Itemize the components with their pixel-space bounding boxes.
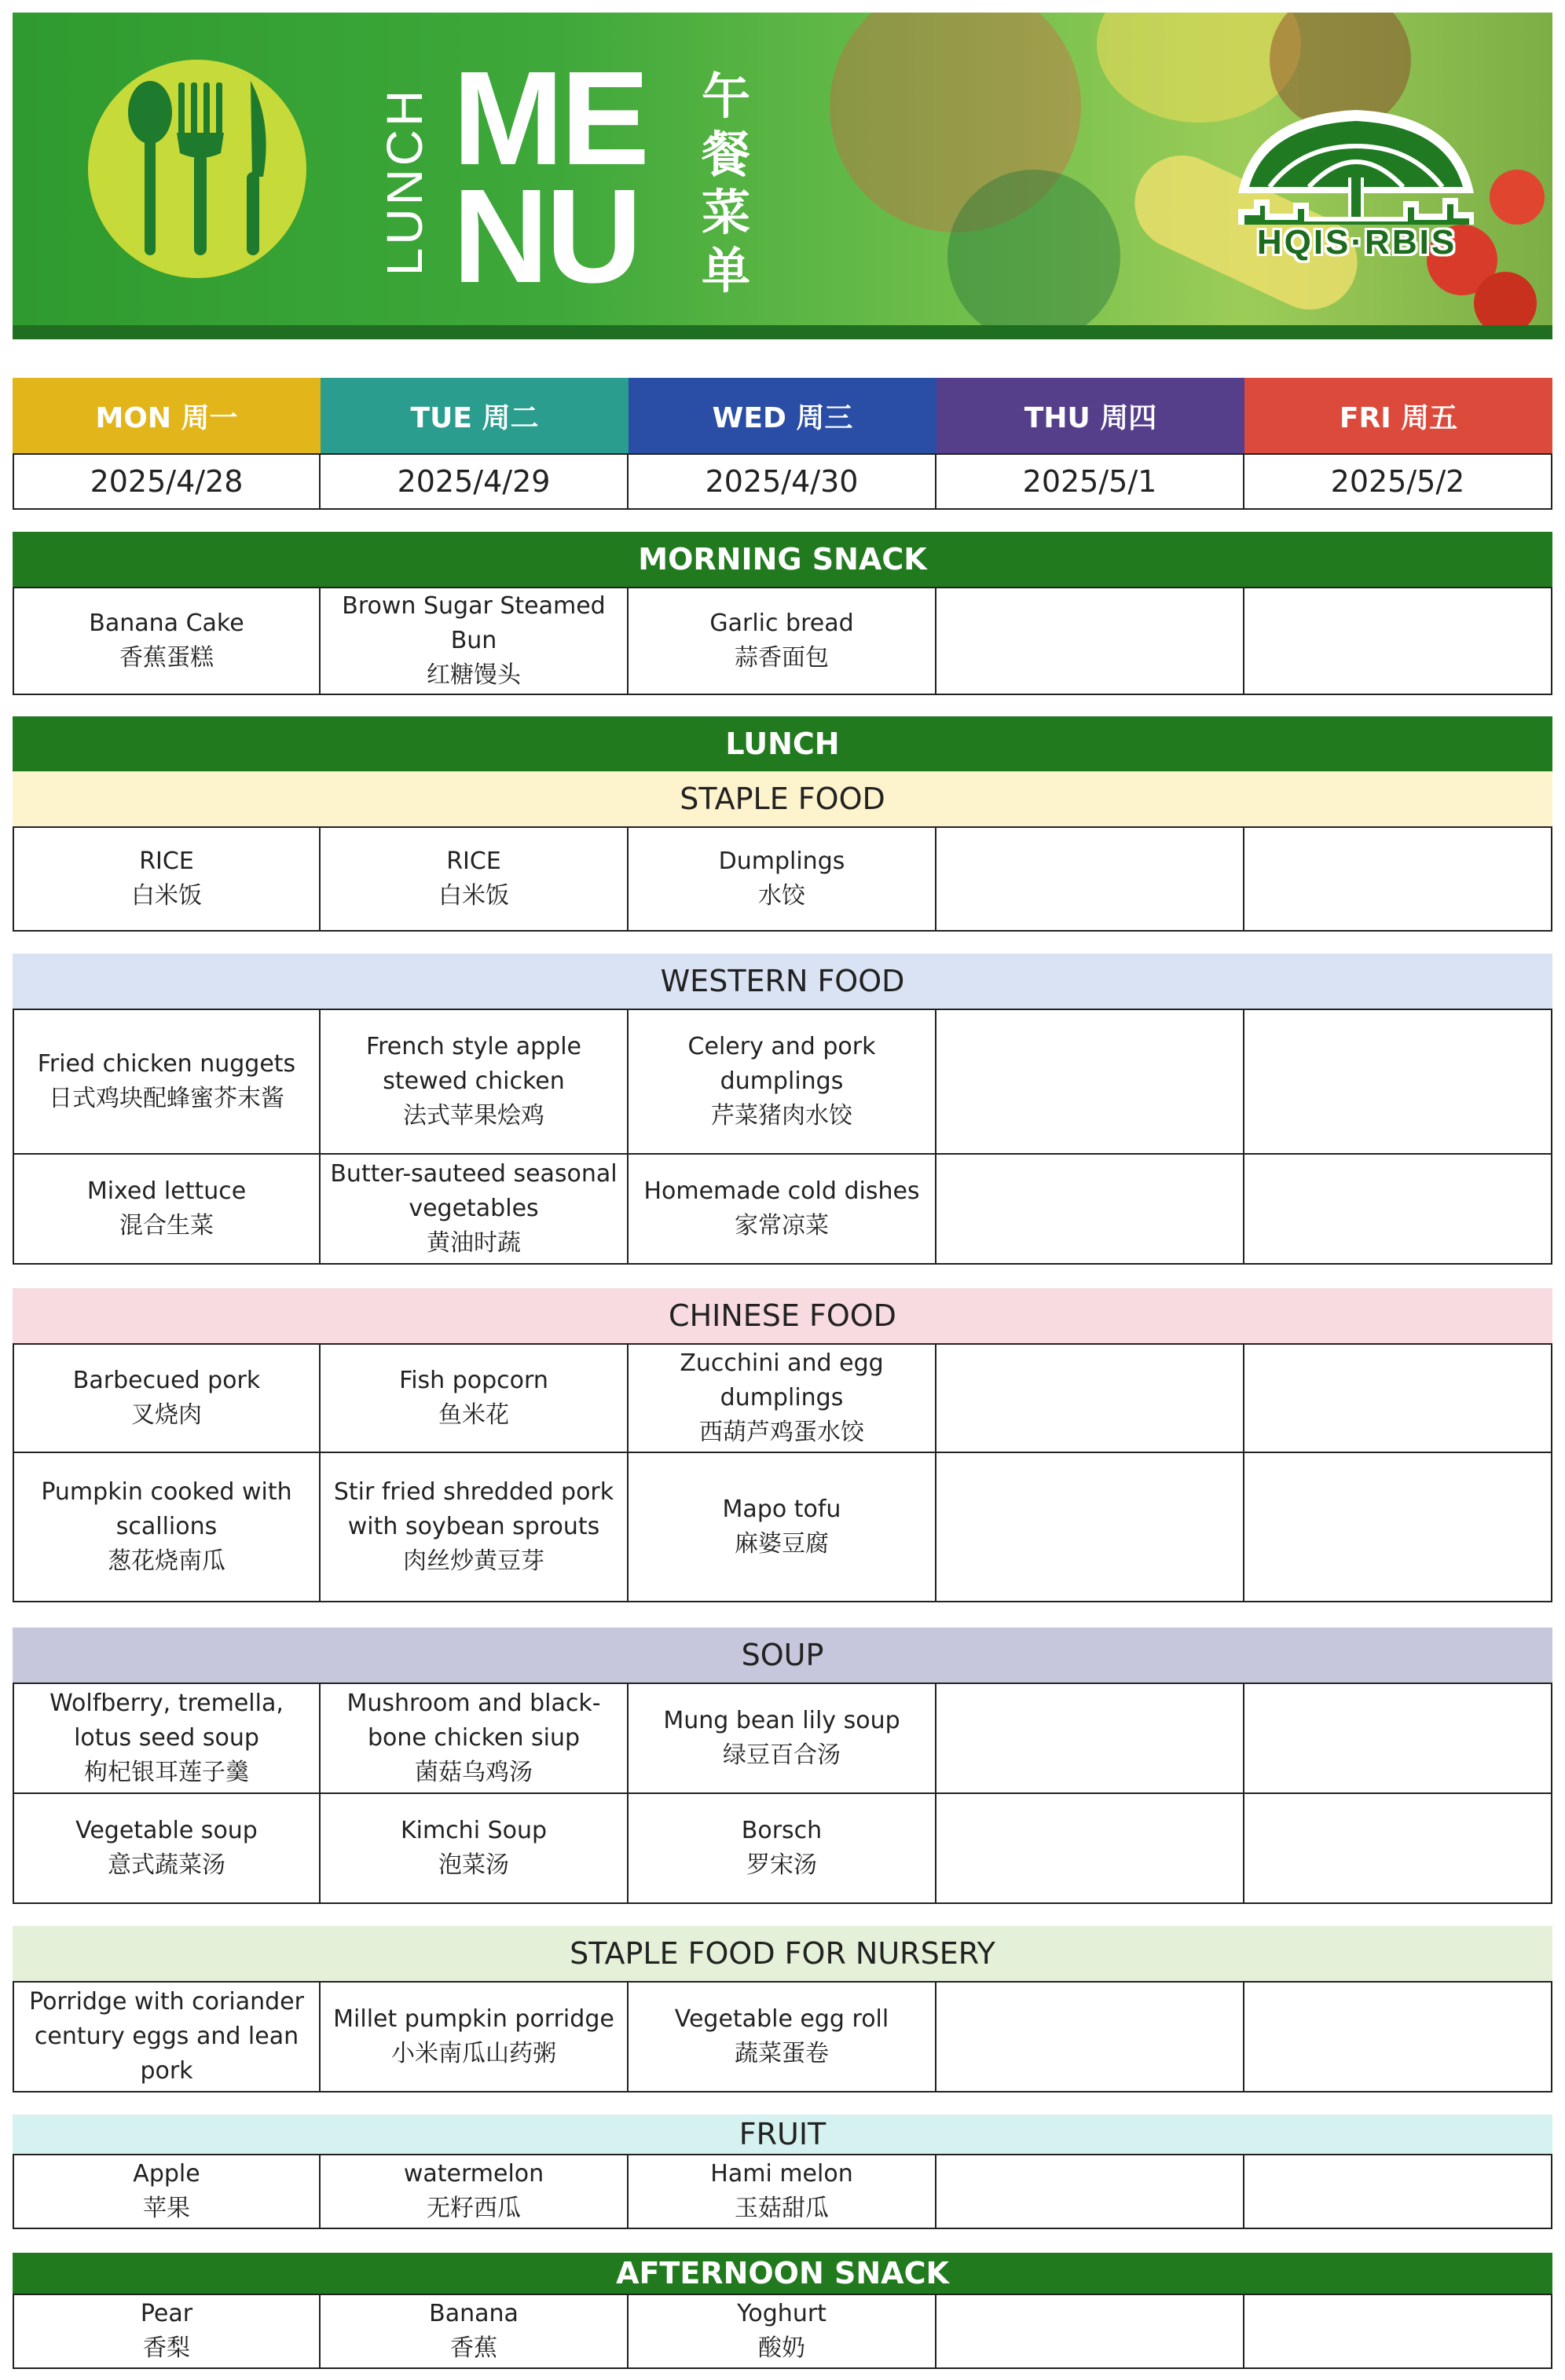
menu-cell: Mixed lettuce 混合生菜	[13, 1155, 321, 1263]
menu-cell: Pear 香梨	[13, 2295, 321, 2367]
banner-underline	[13, 325, 1552, 339]
menu-cell	[936, 588, 1244, 694]
menu-cell	[1244, 1155, 1552, 1263]
menu-cell	[936, 1794, 1244, 1902]
day-thu: THU 周四	[936, 378, 1244, 453]
menu-cell: Zucchini and egg dumplings 西葫芦鸡蛋水饺	[629, 1345, 936, 1452]
menu-cell: Hami melon 玉菇甜瓜	[629, 2155, 936, 2228]
produce-decoration	[1490, 170, 1545, 225]
menu-cell	[936, 2295, 1244, 2367]
menu-cell: Apple 苹果	[13, 2155, 321, 2228]
section-nursery: STAPLE FOOD FOR NURSERY	[13, 1926, 1552, 1981]
menu-cell: Butter-sauteed seasonal vegetables 黄油时蔬	[321, 1155, 629, 1263]
menu-cell	[936, 1155, 1244, 1263]
menu-cell: Dumplings 水饺	[629, 828, 936, 930]
menu-cell: Vegetable soup 意式蔬菜汤	[13, 1794, 321, 1902]
produce-decoration	[947, 170, 1120, 325]
menu-cell	[1244, 588, 1552, 694]
menu-cell: Barbecued pork 叉烧肉	[13, 1345, 321, 1452]
date-fri: 2025/5/2	[1244, 455, 1552, 508]
section-afternoon-snack: AFTERNOON SNACK	[13, 2253, 1552, 2294]
menu-cell: Mapo tofu 麻婆豆腐	[629, 1453, 936, 1601]
menu-cell	[1244, 1794, 1552, 1902]
section-fruit: FRUIT	[13, 2115, 1552, 2154]
day-fri: FRI 周五	[1244, 378, 1552, 453]
staple-food-table	[13, 826, 1552, 932]
day-header-row	[13, 378, 1552, 453]
date-thu: 2025/5/1	[936, 455, 1244, 508]
day-tue: TUE 周二	[321, 378, 629, 453]
menu-cell	[936, 1983, 1244, 2091]
menu-cell: Vegetable egg roll 蔬菜蛋卷	[629, 1983, 936, 2091]
chinese-food-table	[13, 1343, 1552, 1602]
section-western-food: WESTERN FOOD	[13, 954, 1552, 1009]
menu-cell	[936, 1010, 1244, 1153]
menu-cell: Celery and pork dumplings 芹菜猪肉水饺	[629, 1010, 936, 1153]
menu-cell: Wolfberry, tremella, lotus seed soup 枸杞银耳莲子羹	[13, 1684, 321, 1792]
menu-title-line1: ME	[453, 44, 647, 193]
section-chinese-food: CHINESE FOOD	[13, 1288, 1552, 1343]
fruit-table	[13, 2154, 1552, 2229]
menu-cell	[936, 2155, 1244, 2228]
menu-title-line2: NU	[453, 162, 640, 311]
menu-cell	[1244, 2295, 1552, 2367]
menu-cell	[1244, 1010, 1552, 1153]
section-staple-food: STAPLE FOOD	[13, 771, 1552, 826]
menu-cell: Mung bean lily soup 绿豆百合汤	[629, 1684, 936, 1792]
menu-cell	[936, 1684, 1244, 1792]
menu-cell	[1244, 1453, 1552, 1601]
menu-cell: Garlic bread 蒜香面包	[629, 588, 936, 694]
date-mon: 2025/4/28	[13, 455, 321, 508]
menu-cell: Brown Sugar Steamed Bun 红糖馒头	[321, 588, 629, 694]
date-row	[13, 453, 1552, 510]
menu-cell	[1244, 1684, 1552, 1792]
menu-cell: Millet pumpkin porridge 小米南瓜山药粥	[321, 1983, 629, 2091]
menu-cell: French style apple stewed chicken 法式苹果烩鸡	[321, 1010, 629, 1153]
menu-cell: Banana 香蕉	[321, 2295, 629, 2367]
menu-cell: Fish popcorn 鱼米花	[321, 1345, 629, 1452]
menu-cell: Fried chicken nuggets 日式鸡块配蜂蜜芥末酱	[13, 1010, 321, 1153]
produce-decoration	[1474, 272, 1537, 325]
date-wed: 2025/4/30	[629, 455, 936, 508]
day-wed: WED 周三	[629, 378, 936, 453]
menu-cell: Yoghurt 酸奶	[629, 2295, 936, 2367]
chinese-title: 午 餐 菜 单	[701, 68, 750, 299]
menu-cell	[1244, 828, 1552, 930]
menu-cell	[1244, 1983, 1552, 2091]
section-morning-snack: MORNING SNACK	[13, 532, 1552, 587]
western-food-table	[13, 1009, 1552, 1265]
soup-table	[13, 1682, 1552, 1904]
cutlery-icon	[88, 60, 306, 278]
menu-cell: Kimchi Soup 泡菜汤	[321, 1794, 629, 1902]
fork-knife-spoon-icon	[119, 75, 276, 263]
menu-cell	[936, 828, 1244, 930]
date-tue: 2025/4/29	[321, 455, 629, 508]
header-banner	[13, 13, 1552, 325]
nursery-table	[13, 1981, 1552, 2093]
menu-cell: Stir fried shredded pork with soybean sprouts 肉丝炒黄豆芽	[321, 1453, 629, 1601]
menu-cell: Homemade cold dishes 家常凉菜	[629, 1155, 936, 1263]
menu-cell: Mushroom and black-bone chicken siup 菌菇乌鸡汤	[321, 1684, 629, 1792]
menu-cell	[936, 1453, 1244, 1601]
menu-cell	[1244, 1345, 1552, 1452]
lunch-vertical-label: LUNCH	[376, 86, 433, 276]
school-name: HQIS·RBIS	[1256, 223, 1457, 262]
menu-cell: RICE 白米饭	[13, 828, 321, 930]
afternoon-snack-table	[13, 2294, 1552, 2369]
menu-cell: Pumpkin cooked with scallions 葱花烧南瓜	[13, 1453, 321, 1601]
menu-cell	[1244, 2155, 1552, 2228]
section-lunch: LUNCH	[13, 716, 1552, 771]
menu-cell: RICE 白米饭	[321, 828, 629, 930]
menu-cell	[936, 1345, 1244, 1452]
menu-cell: Borsch 罗宋汤	[629, 1794, 936, 1902]
morning-snack-table	[13, 587, 1552, 695]
section-soup: SOUP	[13, 1628, 1552, 1682]
day-mon: MON 周一	[13, 378, 321, 453]
menu-cell: watermelon 无籽西瓜	[321, 2155, 629, 2228]
menu-title	[453, 44, 647, 311]
menu-cell: Banana Cake 香蕉蛋糕	[13, 588, 321, 694]
menu-cell: Porridge with coriander century eggs and lean pork	[13, 1983, 321, 2091]
